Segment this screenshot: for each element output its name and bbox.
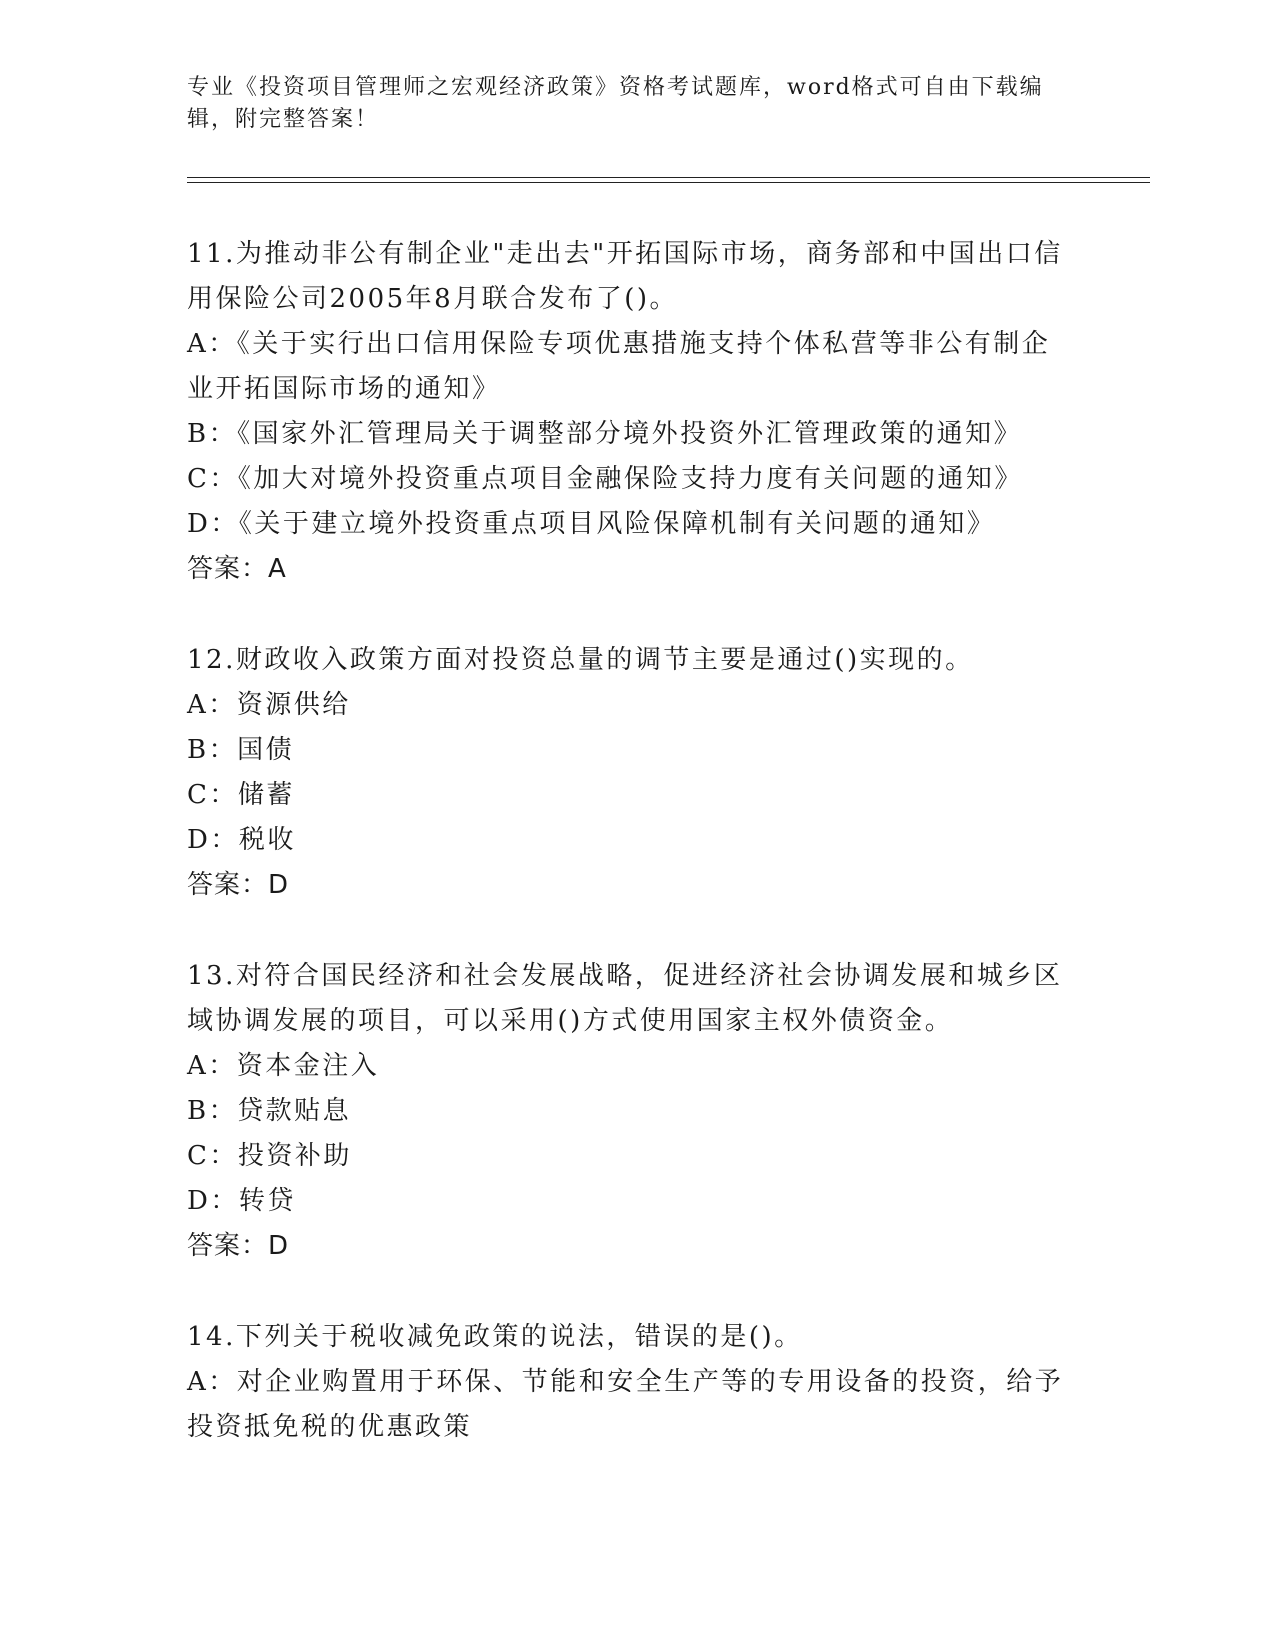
question-stem: 13.对符合国民经济和社会发展战略，促进经济社会协调发展和城乡区域协调发展的项目，可以采用()方式使用国家主权外债资金。 [187,961,1063,1036]
option-d: D：《关于建立境外投资重点项目风险保障机制有关问题的通知》 [187,509,996,539]
question-stem: 12.财政收入政策方面对投资总量的调节主要是通过()实现的。 [187,645,974,675]
question-stem: 14.下列关于税收减免政策的说法，错误的是()。 [187,1322,803,1352]
option-b: B：《国家外汇管理局关于调整部分境外投资外汇管理政策的通知》 [187,419,1023,449]
option-d: D：税收 [187,825,296,855]
header-divider-top [187,177,1150,178]
question-stem: 11.为推动非公有制企业"走出去"开拓国际市场，商务部和中国出口信用保险公司2005年8月联合发布了()。 [187,239,1063,314]
question-11 [187,232,1067,592]
question-14 [187,1315,1067,1450]
option-c: C：储蓄 [187,780,295,810]
document-header: 专业《投资项目管理师之宏观经济政策》资格考试题库，word格式可自由下载编辑，附完整答案！ [187,75,1044,132]
answer-line: 答案：D [187,870,290,900]
question-list [187,232,1067,1496]
question-13 [187,954,1067,1269]
option-a: A：资本金注入 [187,1051,380,1081]
option-c: C：投资补助 [187,1141,352,1171]
option-a: A：资源供给 [187,690,351,720]
option-c: C：《加大对境外投资重点项目金融保险支持力度有关问题的通知》 [187,464,1023,494]
answer-line: 答案：A [187,554,287,584]
header-divider-bottom [187,182,1150,183]
option-b: B：国债 [187,735,295,765]
question-12 [187,638,1067,908]
option-a: A：对企业购置用于环保、节能和安全生产等的专用设备的投资，给予投资抵免税的优惠政策 [187,1367,1064,1442]
answer-line: 答案：D [187,1231,290,1261]
option-a: A：《关于实行出口信用保险专项优惠措施支持个体私营等非公有制企业开拓国际市场的通知》 [187,329,1051,404]
option-b: B：贷款贴息 [187,1096,352,1126]
option-d: D：转贷 [187,1186,296,1216]
